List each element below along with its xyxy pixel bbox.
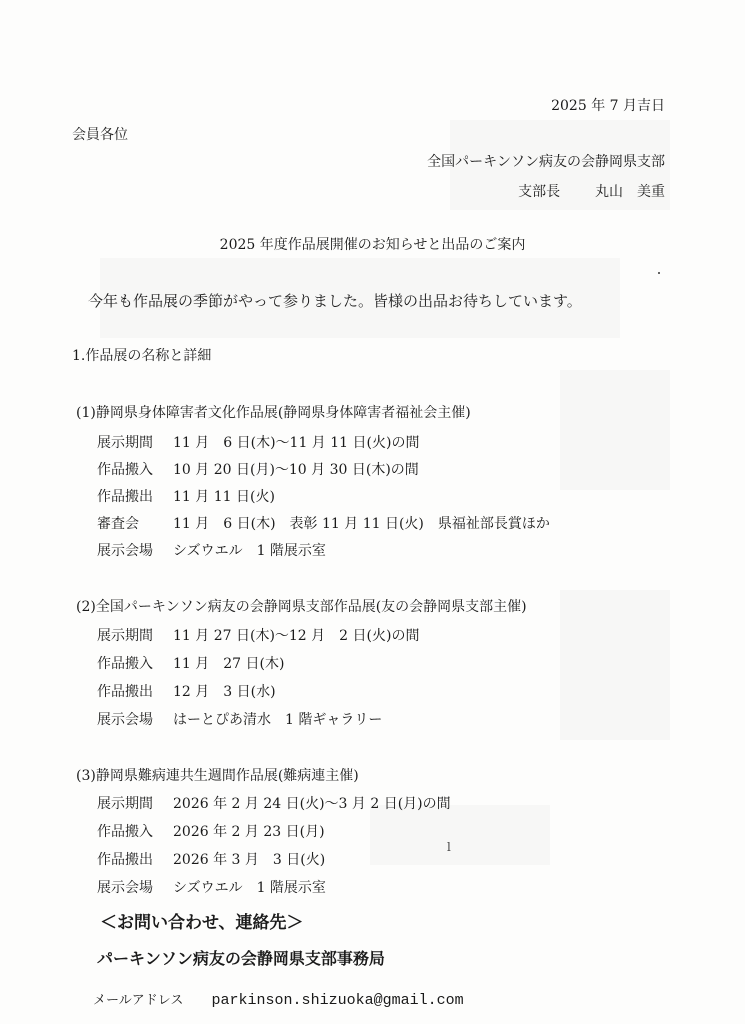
row-label: 作品搬入	[97, 824, 153, 840]
exhibition-3-row	[97, 793, 451, 813]
exhibition-1-row	[97, 486, 275, 506]
stray-mark: l	[447, 840, 451, 854]
sender-signature	[518, 181, 665, 201]
sender-name: 丸山 美重	[595, 184, 665, 200]
document-title: 2025 年度作品展開催のお知らせと出品のご案内	[219, 237, 526, 253]
row-value: 11 月 27 日(木)	[173, 656, 285, 672]
bleed-through-area	[560, 370, 670, 490]
row-label: 作品搬出	[97, 852, 153, 868]
exhibition-1-title: (1)静岡県身体障害者文化作品展(静岡県身体障害者福祉会主催)	[76, 405, 471, 421]
row-value: 2026 年 2 月 23 日(月)	[173, 824, 325, 840]
row-value: はーとぴあ清水 1 階ギャラリー	[173, 712, 383, 728]
email-label: メールアドレス	[93, 993, 184, 1008]
row-label: 審査会	[97, 516, 139, 532]
row-label: 展示期間	[97, 628, 153, 644]
addressee: 会員各位	[72, 127, 128, 143]
exhibition-1-row	[97, 432, 419, 452]
contact-office: パーキンソン病友の会静岡県支部事務局	[97, 949, 385, 968]
document-date: 2025 年 7 月吉日	[551, 98, 665, 114]
row-label: 展示会場	[97, 880, 153, 896]
row-value: 12 月 3 日(水)	[173, 684, 276, 700]
section-heading: 1.作品展の名称と詳細	[72, 348, 212, 364]
exhibition-2-row	[97, 625, 419, 645]
row-label: 展示期間	[97, 435, 153, 451]
exhibition-3-row	[97, 849, 325, 869]
exhibition-1-row	[97, 513, 550, 533]
intro-text: 今年も作品展の季節がやって参りました。皆様の出品お待ちしています。	[88, 292, 582, 310]
row-value: 11 月 6 日(木)～11 月 11 日(火)の間	[173, 435, 420, 451]
exhibition-3-row	[97, 877, 326, 897]
row-label: 展示会場	[97, 712, 153, 728]
row-label: 作品搬出	[97, 489, 153, 505]
row-label: 作品搬出	[97, 684, 153, 700]
exhibition-2-row	[97, 681, 276, 701]
exhibition-1-row	[97, 459, 419, 479]
row-label: 展示会場	[97, 543, 153, 559]
row-value: 10 月 20 日(月)～10 月 30 日(木)の間	[173, 462, 419, 478]
exhibition-1-row	[97, 540, 326, 560]
row-value: 11 月 27 日(木)～12 月 2 日(火)の間	[173, 628, 420, 644]
exhibition-2-title: (2)全国パーキンソン病友の会静岡県支部作品展(友の会静岡県支部主催)	[76, 599, 527, 615]
exhibition-3-row	[97, 821, 325, 841]
exhibition-2-row	[97, 653, 284, 673]
row-value: 2026 年 2 月 24 日(火)～3 月 2 日(月)の間	[173, 796, 451, 812]
contact-email-line	[93, 989, 464, 1009]
exhibition-3-title: (3)静岡県難病連共生週間作品展(難病連主催)	[76, 768, 359, 784]
row-label: 作品搬入	[97, 656, 153, 672]
row-value: 11 月 11 日(火)	[173, 489, 275, 505]
sender-title: 支部長	[518, 184, 561, 200]
row-value: シズウエル 1 階展示室	[173, 880, 326, 896]
row-value: 11 月 6 日(木) 表彰 11 月 11 日(火) 県福祉部長賞ほか	[173, 516, 550, 532]
stray-dot	[658, 272, 660, 274]
row-value: シズウエル 1 階展示室	[173, 543, 326, 559]
sender-organization: 全国パーキンソン病友の会静岡県支部	[427, 154, 665, 170]
row-value: 2026 年 3 月 3 日(火)	[173, 852, 326, 868]
exhibition-2-row	[97, 709, 382, 729]
row-label: 展示期間	[97, 796, 153, 812]
email-address[interactable]: parkinson.shizuoka@gmail.com	[211, 992, 464, 1009]
bleed-through-area	[560, 590, 670, 740]
bleed-through-area	[370, 805, 550, 865]
contact-heading: ＜お問い合わせ、連絡先＞	[100, 913, 304, 933]
row-label: 作品搬入	[97, 462, 153, 478]
